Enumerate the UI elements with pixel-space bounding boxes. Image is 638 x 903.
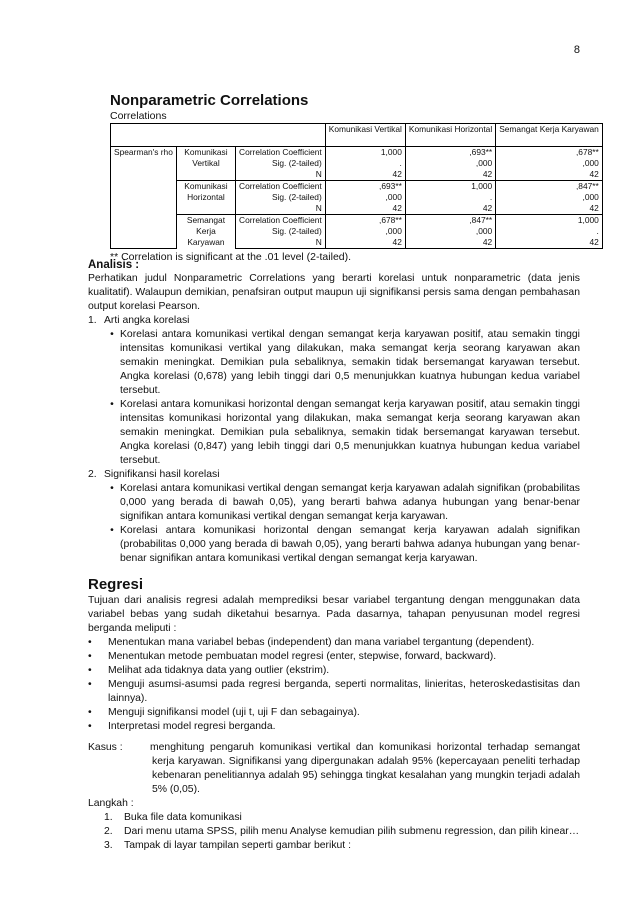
step-text: Tampak di layar tampilan seperti gambar berikut : xyxy=(124,840,351,851)
output-subtitle: Correlations xyxy=(110,110,167,122)
list-item xyxy=(88,720,580,734)
list-item xyxy=(104,524,580,566)
step-text: Dari menu utama SPSS, pilih menu Analyse kemudian pilih submenu regression, dan pilih kinear… xyxy=(124,826,580,837)
table-cell: 42 xyxy=(325,203,405,215)
item-number: 2. xyxy=(88,469,97,480)
table-footnote: ** Correlation is significant at the .01 level (2-tailed). xyxy=(110,251,352,263)
bullet-icon: • xyxy=(110,525,114,536)
stat-label: N xyxy=(236,203,326,215)
step-item xyxy=(104,811,580,825)
kasus-label: Kasus : xyxy=(88,742,123,753)
table-cell: 42 xyxy=(325,169,405,181)
bullet-text: Menentukan mana variabel bebas (independent) dan mana variabel tergantung (dependent). xyxy=(108,637,535,648)
bullet-icon: • xyxy=(110,329,114,340)
table-cell: . xyxy=(325,158,405,169)
bullet-icon: • xyxy=(88,707,92,718)
step-item xyxy=(104,825,580,839)
list-item xyxy=(88,664,580,678)
table-cell: . xyxy=(405,192,495,203)
bullet-text: Korelasi antara komunikasi horizontal dengan semangat kerja karyawan adalah signifikan (probabilitas 0,000 yang berada di bawah 0,05), yang berarti bahwa adanya hubungan yang benar-benar signifikan antara komunikasi vertikal dengan semangat kerja karyawan. xyxy=(120,525,580,564)
table-cell: ,000 xyxy=(496,192,603,203)
bullet-text: Melihat ada tidaknya data yang outlier (ekstrim). xyxy=(108,665,330,676)
output-title: Nonparametric Correlations xyxy=(110,92,309,109)
table-cell: ,693** xyxy=(405,147,495,159)
header-blank xyxy=(111,124,326,147)
stat-label: Sig. (2-tailed) xyxy=(236,226,326,237)
table-cell: 42 xyxy=(496,237,603,249)
step-number: 1. xyxy=(104,812,113,823)
table-cell: 1,000 xyxy=(405,181,495,193)
step-number: 2. xyxy=(104,826,113,837)
numbered-item xyxy=(88,314,580,328)
table-cell: 42 xyxy=(405,237,495,249)
list-item xyxy=(104,398,580,468)
table-cell: ,000 xyxy=(405,226,495,237)
row-variable: Komunikasi Vertikal xyxy=(176,147,235,181)
list-item xyxy=(104,328,580,398)
analisis-heading: Analisis : xyxy=(88,259,140,271)
bullet-text: Korelasi antara komunikasi horizontal dengan semangat kerja karyawan positif, atau semakin tinggi intensitas komunikasi horizontal yang dilakukan, maka semangat kerja seorang karyawan akan semakin meningkat. Demikian pula sebaliknya, semakin tidak bersemangat karyawan tersebut. Angka korelasi (0,847) yang lebih tinggi dari 0,5 menunjukkan kuatnya hubungan kedua variabel tersebut. xyxy=(120,399,580,466)
stat-label: Correlation Coefficient xyxy=(236,181,326,193)
table-cell: ,000 xyxy=(405,158,495,169)
table-cell: ,000 xyxy=(325,192,405,203)
stat-label: N xyxy=(236,169,326,181)
item-title: Signifikansi hasil korelasi xyxy=(104,469,220,480)
kasus-text: menghitung pengaruh komunikasi vertikal dan komunikasi horizontal terhadap semangat kerja karyawan. Signifikansi yang dipergunakan adalah 95% (kepercayaan peneliti terhadap kebenaran penelitiannya adalah 95) sehingga tingkat kesalahan yang mungkin terjadi adalah 5% (0,05). xyxy=(150,742,580,795)
table-cell: 42 xyxy=(325,237,405,249)
bullet-icon: • xyxy=(110,483,114,494)
bullet-text: Menguji asumsi-asumsi pada regresi berganda, seperti normalitas, linieritas, heteroskedastisitas dan lainnya). xyxy=(108,679,580,704)
table-cell: ,847** xyxy=(405,215,495,227)
regresi-intro: Tujuan dari analisis regresi adalah memprediksi besar variabel tergantung dengan menggunakan data variabel bebas yang sudah diketahui besarnya. Pada dasarnya, tahapan penyusunan model regresi berganda meliputi : xyxy=(88,595,580,634)
step-text: Buka file data komunikasi xyxy=(124,812,242,823)
step-number: 3. xyxy=(104,840,113,851)
col-header: Komunikasi Horizontal xyxy=(405,124,495,147)
analisis-intro: Perhatikan judul Nonparametric Correlations yang berarti korelasi untuk nonparametric (data jenis kualitatif). Walaupun demikian, penafsiran output maupun uji signifikansi persis sama dengan pembahasan output korelasi Pearson. xyxy=(88,273,580,312)
page-number: 8 xyxy=(573,44,580,56)
item-title: Arti angka korelasi xyxy=(104,315,190,326)
item-number: 1. xyxy=(88,315,97,326)
table-cell: ,000 xyxy=(496,158,603,169)
row-variable: Komunikasi Horizontal xyxy=(176,181,235,215)
list-item xyxy=(104,482,580,524)
col-header: Komunikasi Vertikal xyxy=(325,124,405,147)
table-cell: . xyxy=(496,226,603,237)
col-header: Semangat Kerja Karyawan xyxy=(496,124,603,147)
bullet-icon: • xyxy=(88,651,92,662)
stat-label: Correlation Coefficient xyxy=(236,215,326,227)
list-item xyxy=(88,636,580,650)
table-cell: ,693** xyxy=(325,181,405,193)
table-cell: ,678** xyxy=(325,215,405,227)
spss-output xyxy=(110,92,599,263)
list-item xyxy=(88,650,580,664)
method-label: Spearman's rho xyxy=(111,147,177,159)
table-cell: 1,000 xyxy=(496,215,603,227)
table-cell: 1,000 xyxy=(325,147,405,159)
bullet-icon: • xyxy=(88,665,92,676)
list-item xyxy=(88,706,580,720)
stat-label: Sig. (2-tailed) xyxy=(236,158,326,169)
list-item xyxy=(88,678,580,706)
numbered-item xyxy=(88,468,580,482)
bullet-text: Interpretasi model regresi berganda. xyxy=(108,721,276,732)
langkah-label: Langkah : xyxy=(88,798,134,809)
kasus-block xyxy=(88,741,580,797)
table-cell: 42 xyxy=(496,169,603,181)
stat-label: Correlation Coefficient xyxy=(236,147,326,159)
regresi-heading: Regresi xyxy=(88,576,144,593)
correlation-table xyxy=(110,123,603,249)
bullet-icon: • xyxy=(88,637,92,648)
bullet-icon: • xyxy=(110,399,114,410)
table-cell: 42 xyxy=(496,203,603,215)
stat-label: Sig. (2-tailed) xyxy=(236,192,326,203)
row-variable: Semangat Kerja Karyawan xyxy=(176,215,235,249)
table-cell: ,000 xyxy=(325,226,405,237)
bullet-text: Menguji signifikansi model (uji t, uji F dan sebagainya). xyxy=(108,707,360,718)
bullet-text: Korelasi antara komunikasi vertikal dengan semangat kerja karyawan adalah signifikan (probabilitas 0,000 yang berada di bawah 0,05), yang berarti bahwa adanya hubungan yang benar-benar signifikan antara komunikasi vertikal dengan semangat kerja karyawan. xyxy=(120,483,580,522)
document-body xyxy=(88,258,580,853)
step-item xyxy=(104,839,580,853)
table-cell: ,678** xyxy=(496,147,603,159)
stat-label: N xyxy=(236,237,326,249)
bullet-icon: • xyxy=(88,721,92,732)
table-cell: 42 xyxy=(405,169,495,181)
table-cell: ,847** xyxy=(496,181,603,193)
bullet-text: Menentukan metode pembuatan model regresi (enter, stepwise, forward, backward). xyxy=(108,651,497,662)
bullet-text: Korelasi antara komunikasi vertikal dengan semangat kerja karyawan positif, atau semakin tinggi intensitas komunikasi vertikal yang dilakukan, maka semangat kerja seorang karyawan akan semakin meningkat. Demikian pula sebaliknya, semakin tidak bersemangat karyawan tersebut. Angka korelasi (0,678) yang lebih tinggi dari 0,5 menunjukkan kuatnya hubungan kedua variabel tersebut. xyxy=(120,329,580,396)
bullet-icon: • xyxy=(88,679,92,690)
table-cell: 42 xyxy=(405,203,495,215)
